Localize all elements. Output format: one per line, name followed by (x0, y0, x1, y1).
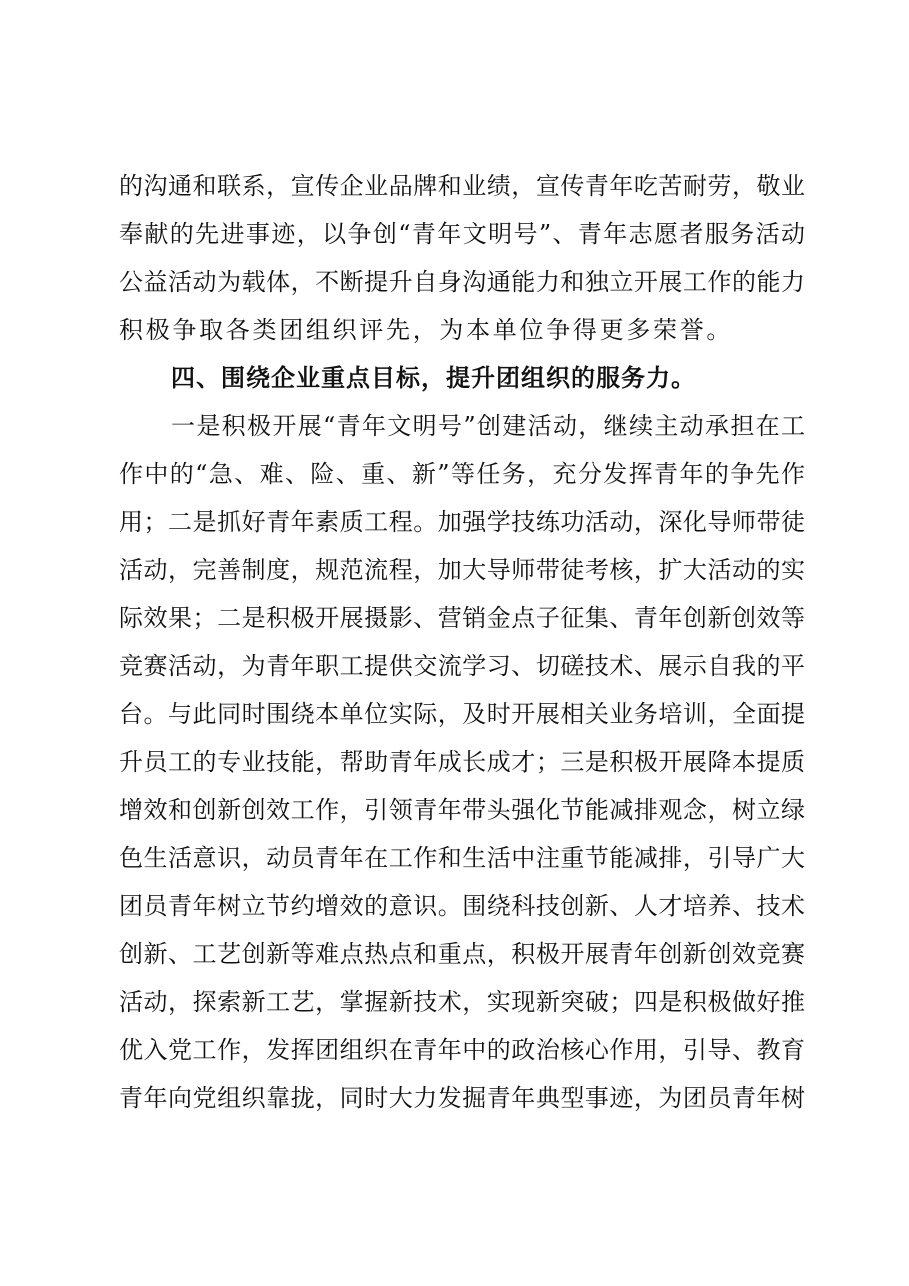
paragraph-2-line-12: 创新、工艺创新等难点热点和重点，积极开展青年创新创效竞赛 (119, 940, 805, 968)
paragraph-2-line-11: 团员青年树立节约增效的意识。围绕科技创新、人才培养、技术 (119, 892, 805, 920)
section-heading: 四、围绕企业重点目标，提升团组织的服务力。 (171, 364, 696, 392)
paragraph-2-line-9: 增效和创新创效工作，引领青年带头强化节能减排观念，树立绿 (119, 796, 805, 824)
paragraph-2-line-7: 台。与此同时围绕本单位实际，及时开展相关业务培训，全面提 (119, 700, 805, 728)
paragraph-2-line-13: 活动，探索新工艺，掌握新技术，实现新突破；四是积极做好推 (119, 988, 805, 1016)
paragraph-2-line-6: 竞赛活动，为青年职工提供交流学习、切磋技术、展示自我的平 (119, 652, 805, 680)
paragraph-2-line-3: 用；二是抓好青年素质工程。加强学技练功活动，深化导师带徒 (119, 508, 805, 536)
paragraph-1-line-1: 的沟通和联系，宣传企业品牌和业绩，宣传青年吃苦耐劳，敬业 (119, 172, 805, 200)
paragraph-2-line-10: 色生活意识，动员青年在工作和生活中注重节能减排，引导广大 (119, 844, 805, 872)
paragraph-1-line-4: 积极争取各类团组织评先，为本单位争得更多荣誉。 (119, 316, 734, 344)
paragraph-1-line-3: 公益活动为载体，不断提升自身沟通能力和独立开展工作的能力 (119, 268, 805, 296)
paragraph-2-line-8: 升员工的专业技能，帮助青年成长成才；三是积极开展降本提质 (119, 748, 805, 776)
paragraph-2-line-1: 一是积极开展“青年文明号”创建活动，继续主动承担在工 (171, 412, 805, 440)
paragraph-1-line-2: 奉献的先进事迹，以争创“青年文明号”、青年志愿者服务活动 (119, 220, 805, 248)
paragraph-2-line-2: 作中的“急、难、险、重、新”等任务，充分发挥青年的争先作 (119, 460, 805, 488)
paragraph-2-line-4: 活动，完善制度，规范流程，加大导师带徒考核，扩大活动的实 (119, 556, 805, 584)
paragraph-2-line-5: 际效果；二是积极开展摄影、营销金点子征集、青年创新创效等 (119, 604, 805, 632)
paragraph-2-line-15: 青年向党组织靠拢，同时大力发掘青年典型事迹，为团员青年树 (119, 1084, 805, 1112)
paragraph-2-line-14: 优入党工作，发挥团组织在青年中的政治核心作用，引导、教育 (119, 1036, 805, 1064)
